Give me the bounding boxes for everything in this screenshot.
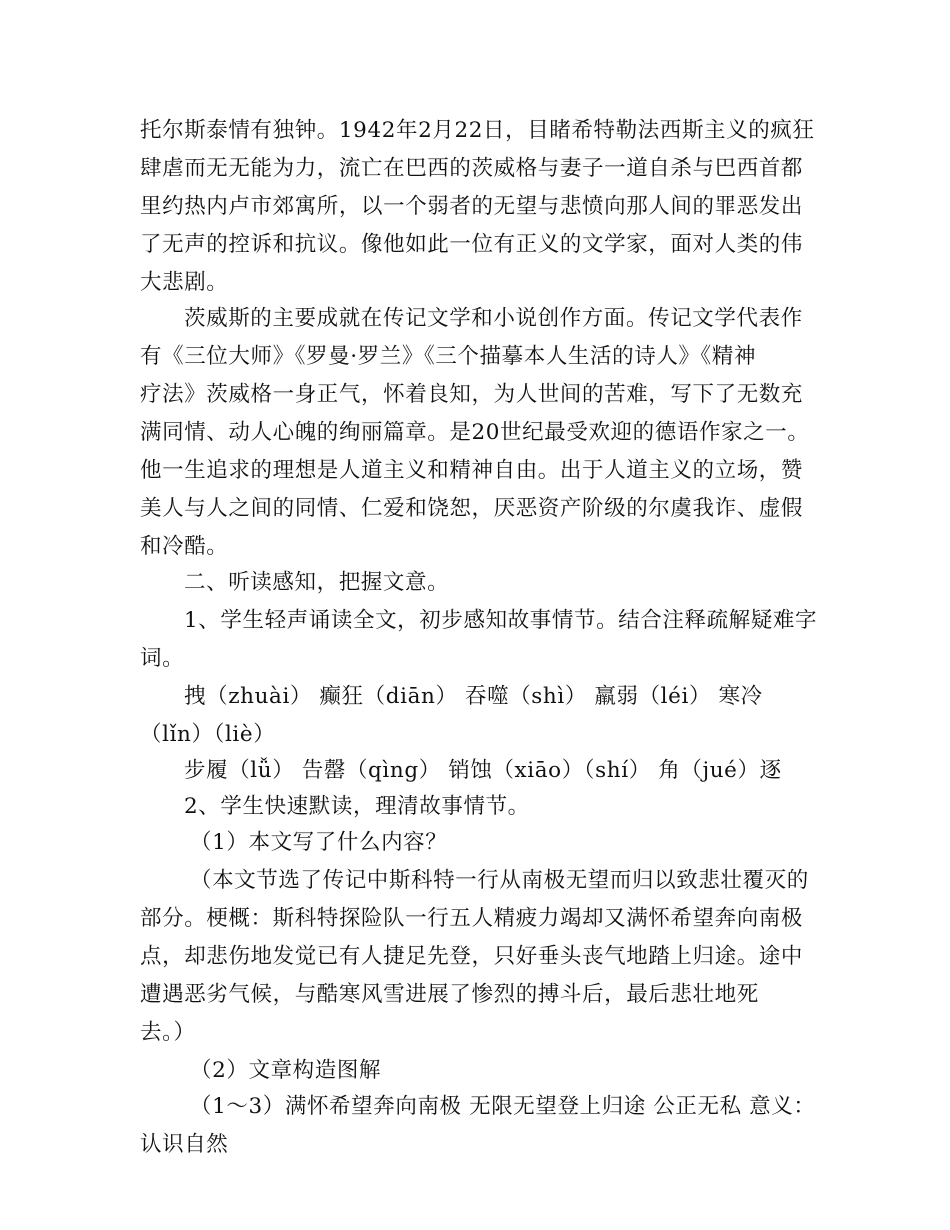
text-line: 有《三位大师》《罗曼·罗兰》《三个描摹本人生活的诗人》《精神 xyxy=(140,344,757,369)
vocab-line: 步履（lǚ） 告罄（qìng） 销蚀（xiāo）（shí） 角（jué）逐 xyxy=(184,758,782,783)
text-line: 去。） xyxy=(140,1020,196,1045)
text-line: 词。 xyxy=(140,646,185,671)
text-line: 1、学生轻声诵读全文，初步感知故事情节。结合注释疏解疑难字 xyxy=(184,608,818,633)
text-line: 托尔斯泰情有独钟。1942年2月22日，目睹希特勒法西斯主义的疯狂 xyxy=(140,118,815,143)
text-line: 美人与人之间的同情、仁爱和饶恕，厌恶资产阶级的尔虞我诈、虚假 xyxy=(140,496,804,521)
vocab-line: 拽（zhuài） 癫狂（diān） 吞噬（shì） 羸弱（léi） 寒冷 xyxy=(184,684,763,709)
text-line: 疗法》茨威格一身正气，怀着良知，为人世间的苦难，写下了无数充 xyxy=(140,382,804,407)
question-line: （2）文章构造图解 xyxy=(190,1058,382,1083)
text-line: （本文节选了传记中斯科特一行从南极无望而归以致悲壮覆灭的 xyxy=(190,868,809,893)
text-line: 点，却悲伤地发觉已有人捷足先登，只好垂头丧气地踏上归途。途中 xyxy=(140,944,804,969)
section-heading: 二、听读感知，把握文意。 xyxy=(184,570,450,595)
text-line: 里约热内卢市郊寓所，以一个弱者的无望与悲愤向那人间的罪恶发出 xyxy=(140,194,804,219)
text-line: 部分。梗概：斯科特探险队一行五人精疲力竭却又满怀希望奔向南极 xyxy=(140,906,804,931)
text-line: 茨威斯的主要成就在传记文学和小说创作方面。传记文学代表作 xyxy=(184,306,803,331)
text-line: 满同情、动人心魄的绚丽篇章。是20世纪最受欢迎的德语作家之一。 xyxy=(140,420,810,445)
text-line: 他一生追求的理想是人道主义和精神自由。出于人道主义的立场，赞 xyxy=(140,458,804,483)
vocab-line: （lǐn）（liè） xyxy=(140,722,276,747)
text-line: 认识自然 xyxy=(140,1132,229,1157)
text-line: 了无声的控诉和抗议。像他如此一位有正义的文学家，面对人类的伟 xyxy=(140,232,804,257)
text-line: 肆虐而无无能为力，流亡在巴西的茨威格与妻子一道自杀与巴西首都 xyxy=(140,156,804,181)
text-line: 和冷酷。 xyxy=(140,534,229,559)
text-line: 2、学生快速默读，理清故事情节。 xyxy=(184,794,530,819)
question-line: （1）本文写了什么内容？ xyxy=(190,830,448,855)
text-line: 大悲剧。 xyxy=(140,270,229,295)
text-line: （1～3）满怀希望奔向南极 无限无望登上归途 公正无私 意义： xyxy=(190,1094,816,1119)
text-line: 遭遇恶劣气候，与酷寒风雪进展了惨烈的搏斗后，最后悲壮地死 xyxy=(140,982,759,1007)
